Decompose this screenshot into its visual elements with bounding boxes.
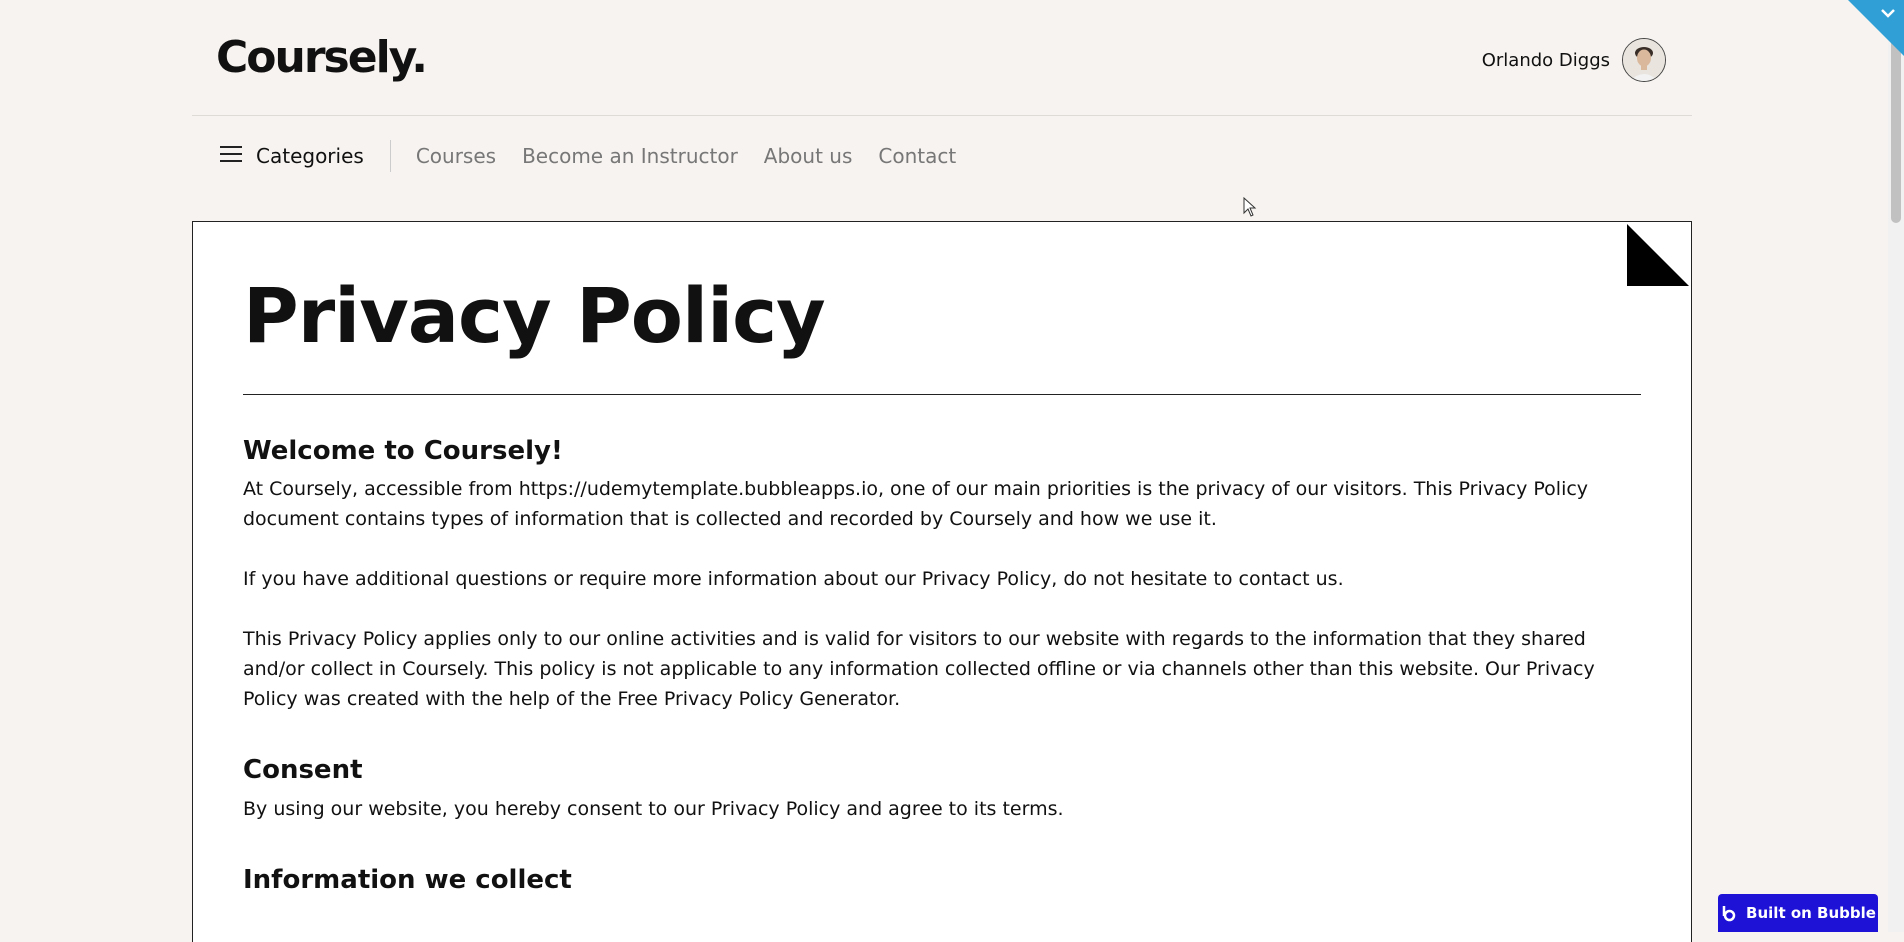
nav-link-courses[interactable]: Courses [415,144,497,168]
nav-link-become-instructor[interactable]: Become an Instructor [522,144,738,168]
page-scrollbar[interactable] [1888,0,1904,932]
nav-link-contact[interactable]: Contact [878,144,957,168]
privacy-policy-card [192,221,1692,942]
chevron-down-icon[interactable] [1848,0,1904,56]
user-menu[interactable] [1482,38,1666,82]
page-wrapper [192,0,1692,196]
section-heading-consent: Consent [243,755,363,786]
main-nav [192,116,1692,196]
collapse-corner-button[interactable] [1848,0,1904,56]
title-divider [243,394,1641,395]
hamburger-icon[interactable] [220,145,242,167]
section-heading-welcome: Welcome to Coursely! [243,435,563,466]
section-heading-information: Information we collect [243,865,572,896]
nav-divider [390,140,391,172]
badge-label[interactable]: Built on Bubble [1746,904,1876,922]
categories-label[interactable]: Categories [256,144,364,168]
user-name[interactable]: Orlando Diggs [1481,49,1610,71]
paragraph: At Coursely, accessible from https://udemytemplate.bubbleapps.io, one of our main priorities is the privacy of our visitors. This Privacy Policy document contains types of information that is collected and recorded by Coursely and how we use it. [243,478,1589,531]
paragraph: If you have additional questions or require more information about our Privacy Policy, do not hesitate to contact us. [243,568,1344,591]
paragraph: This Privacy Policy applies only to our online activities and is valid for visitors to our website with regards to the information that they shared and/or collect in Coursely. This policy is not applicable to any information collected offline or via channels other than this website. Our Privacy Policy was created with the help of the Free Privacy Policy Generator. [243,628,1595,711]
paragraph: By using our website, you hereby consent to our Privacy Policy and agree to its terms. [243,798,1064,821]
page-title: Privacy Policy [243,271,825,360]
built-on-bubble-badge[interactable] [1718,894,1878,932]
categories-menu[interactable] [220,144,364,168]
nav-link-about-us[interactable]: About us [763,144,853,168]
avatar[interactable] [1622,38,1666,82]
mouse-cursor-icon [1243,197,1257,217]
site-logo[interactable]: Coursely. [216,32,427,83]
bubble-logo-icon [1720,904,1738,922]
site-header [192,0,1692,116]
corner-triangle-icon [1627,224,1689,286]
policy-content [193,222,1691,898]
